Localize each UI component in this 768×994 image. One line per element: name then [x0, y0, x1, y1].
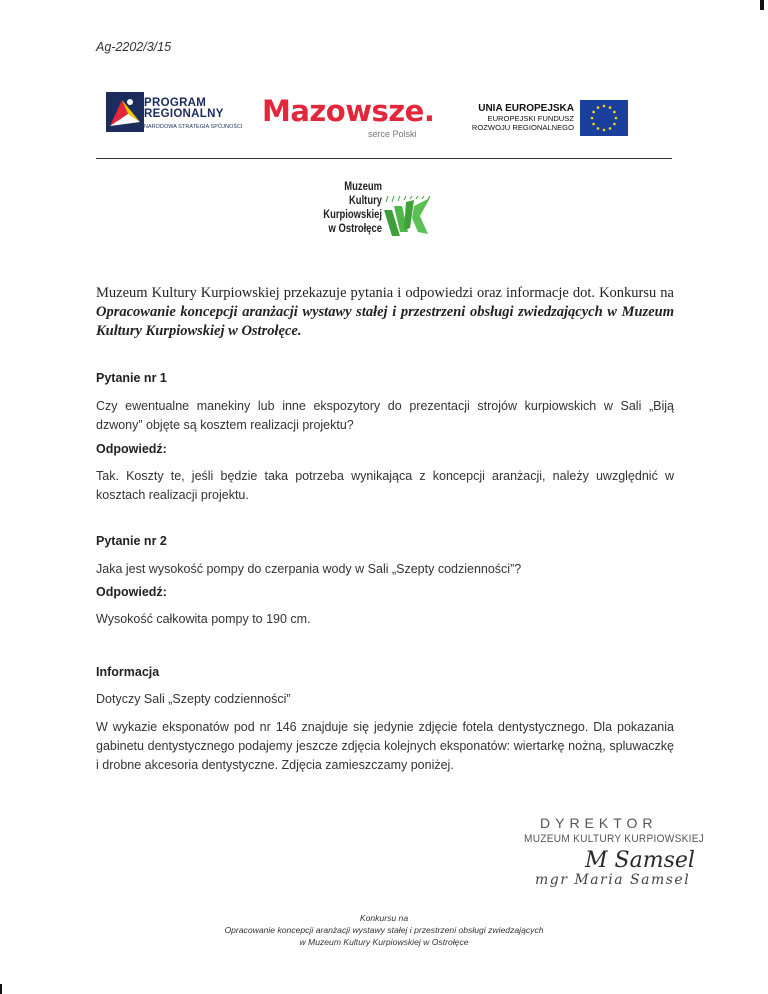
eu-text	[456, 104, 574, 132]
program-regionalny-logo	[106, 92, 144, 132]
answer-1-heading: Odpowiedź:	[96, 442, 167, 456]
mazowsze-logo: Mazowsze.	[262, 94, 435, 128]
program-regionalny-text	[144, 98, 243, 133]
info-line-1: Dotyczy Sali „Szepty codzienności”	[96, 692, 291, 706]
scan-mark-bottom	[0, 984, 2, 994]
footer-line-3: w Muzeum Kultury Kurpiowskiej w Ostrołęce	[299, 937, 469, 947]
museum-line-2: Kultury	[348, 195, 382, 207]
museum-line-1: Muzeum	[344, 181, 382, 193]
nss-label: NARODOWA STRATEGIA SPÓJNOŚCI	[144, 124, 243, 130]
info-heading: Informacja	[96, 665, 160, 679]
intro-paragraph	[96, 284, 674, 341]
scan-mark-top	[760, 0, 764, 10]
info-text: W wykazie eksponatów pod nr 146 znajduje się jedynie zdjęcie fotela dentystycznego. Dla pokazania gabinetu dentystycznego podajemy jeszcze zdjęcia kolejnych eksponatów: wiertarkę nożną, spluwaczkę i drobne akcesoria dentystyczne. Zdjęcia zamieszczamy poniżej.	[96, 720, 674, 772]
question-1-heading: Pytanie nr 1	[96, 371, 167, 385]
director-name: mgr Maria Samsel	[535, 872, 691, 888]
answer-1-text: Tak. Koszty te, jeśli będzie taka potrzeba wynikająca z koncepcji aranżacji, należy uwzględnić w kosztach realizacji projektu.	[96, 469, 674, 502]
director-title: DYREKTOR	[540, 815, 658, 831]
footer-line-1: Konkursu na	[359, 913, 409, 923]
eu-flag-icon	[580, 100, 628, 136]
regionalny-label: REGIONALNY	[144, 108, 224, 120]
eu-development-label: ROZWOJU REGIONALNEGO	[471, 123, 574, 132]
museum-logo-icon	[384, 196, 432, 236]
museum-name	[316, 180, 382, 236]
question-2-heading: Pytanie nr 2	[96, 534, 167, 548]
museum-line-4: w Ostrołęce	[328, 223, 382, 235]
intro-contest-title: Opracowanie koncepcji aranżacji wystawy stałej i przestrzeni obsługi zwiedzających w Muzeum Kultury Kurpiowskiej w Ostrołęce.	[96, 304, 674, 339]
footer-line-2: Opracowanie koncepcji aranżacji wystawy stałej i przestrzeni obsługi zwiedzających	[224, 925, 544, 935]
eu-fund-label: EUROPEJSKI FUNDUSZ	[487, 114, 574, 123]
director-organization: MUZEUM KULTURY KURPIOWSKIEJ	[524, 833, 705, 845]
header-divider	[96, 158, 672, 159]
question-2-text: Jaka jest wysokość pompy do czerpania wody w Sali „Szepty codzienności”?	[96, 562, 522, 576]
handwritten-signature: M Samsel	[585, 848, 695, 873]
eu-title: UNIA EUROPEJSKA	[478, 103, 574, 114]
document-reference: Ag-2202/3/15	[96, 40, 172, 54]
footer	[150, 912, 618, 948]
mazowsze-tagline: serce Polski	[368, 129, 417, 139]
museum-line-3: Kurpiowskiej	[323, 209, 382, 221]
answer-2-text: Wysokość całkowita pompy to 190 cm.	[96, 612, 311, 626]
question-1-text: Czy ewentualne manekiny lub inne ekspozytory do prezentacji strojów kurpiowskich w Sali „Biją dzwony” objęte są kosztem realizacji projektu?	[96, 399, 674, 432]
answer-2-heading: Odpowiedź:	[96, 585, 167, 599]
program-label: PROGRAM	[144, 97, 207, 109]
intro-text: Muzeum Kultury Kurpiowskiej przekazuje pytania i odpowiedzi oraz informacje dot. Konkursu na	[96, 285, 674, 301]
